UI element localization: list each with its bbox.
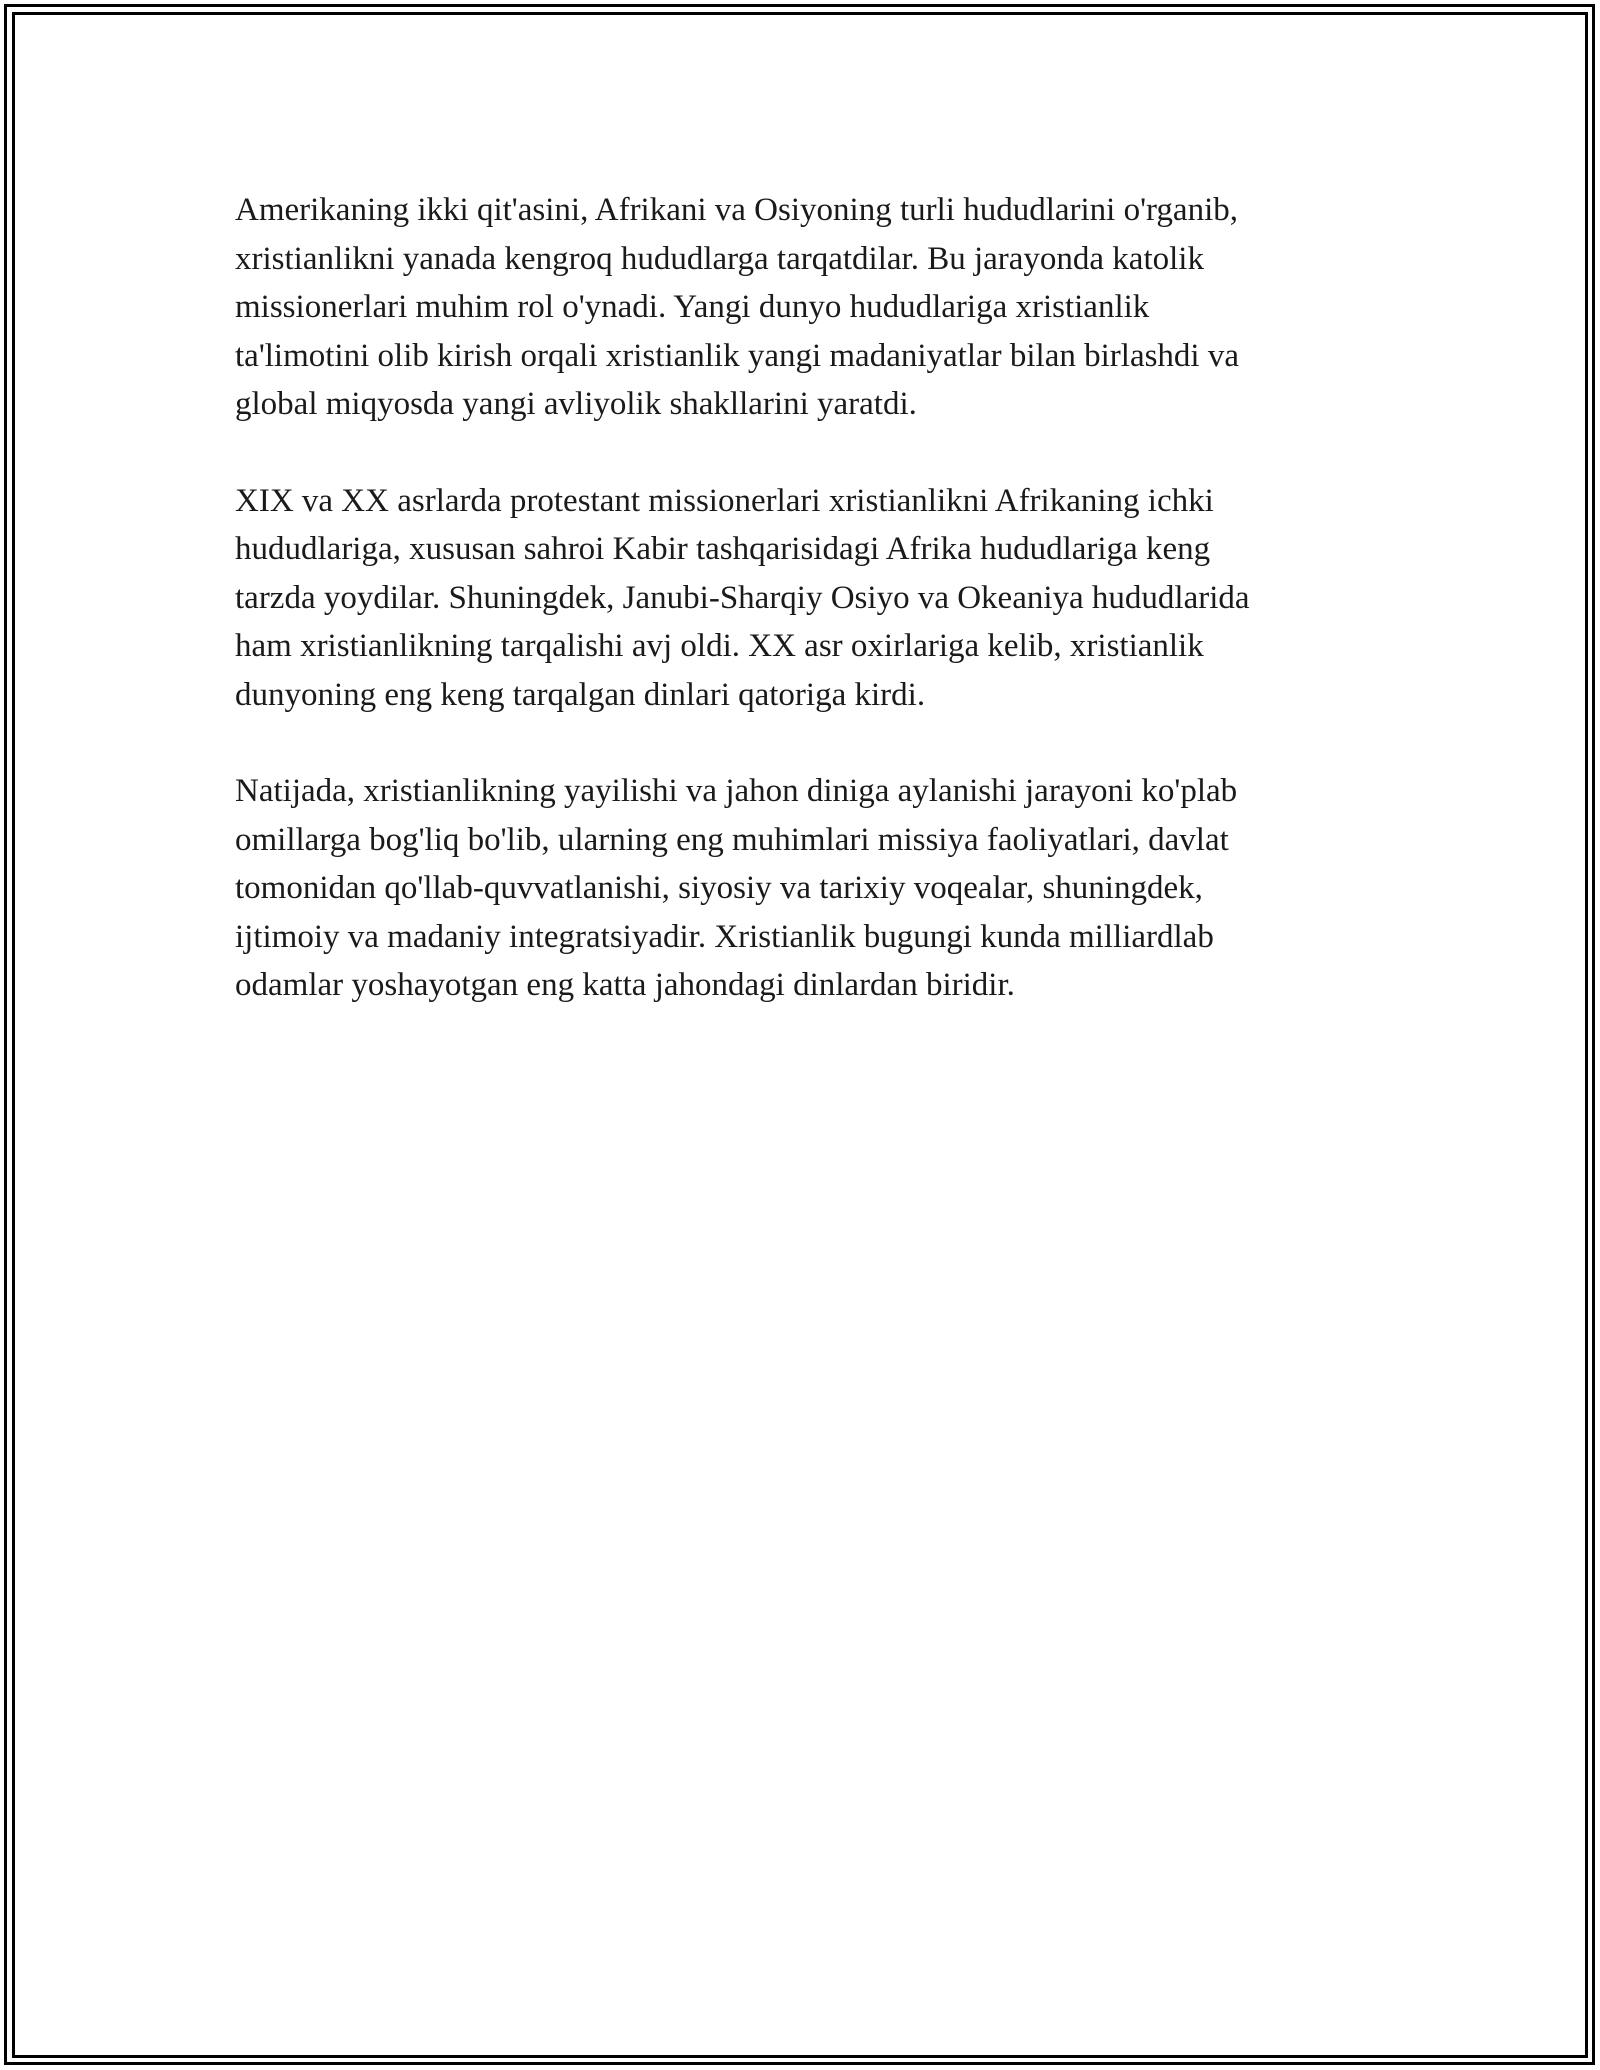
text-line: global miqyosda yangi avliyolik shakllarini yaratdi.: [235, 386, 917, 422]
text-line: Amerikaning ikki qit'asini, Afrikani va Osiyoning turli hududlarini o'rganib,: [235, 192, 1238, 228]
paragraph-1: [235, 186, 1380, 429]
text-line: ta'limotini olib kirish orqali xristianlik yangi madaniyatlar bilan birlashdi va: [235, 337, 1240, 374]
text-line: Natijada, xristianlikning yayilishi va jahon diniga aylanishi jarayoni ko'plab: [235, 773, 1238, 809]
text-line: hududlariga, xususan sahroi Kabir tashqarisidagi Afrika hududlariga keng: [235, 531, 1211, 567]
text-line: ijtimoiy va madaniy integratsiyadir. Xristianlik bugungi kunda milliardlab: [235, 918, 1214, 955]
text-line: xristianlikni yanada kengroq hududlarga tarqatdilar. Bu jarayonda katolik: [235, 240, 1204, 277]
text-line: odamlar yoshayotgan eng katta jahondagi dinlardan biridir.: [235, 967, 1015, 1003]
paragraph-2: [235, 477, 1380, 720]
text-line: tomonidan qo'llab-quvvatlanishi, siyosiy va tarixiy voqealar, shuningdek,: [235, 870, 1203, 906]
text-line: omillarga bog'liq bo'lib, ularning eng muhimlari missiya faoliyatlari, davlat: [235, 821, 1229, 858]
text-line: dunyoning eng keng tarqalgan dinlari qatoriga kirdi.: [235, 676, 926, 713]
text-line: missionerlari muhim rol o'ynadi. Yangi dunyo hududlariga xristianlik: [235, 289, 1150, 325]
text-line: ham xristianlikning tarqalishi avj oldi. XX asr oxirlariga kelib, xristianlik: [235, 628, 1204, 664]
text-line: tarzda yoydilar. Shuningdek, Janubi-Sharqiy Osiyo va Okeaniya hududlarida: [235, 579, 1250, 616]
paragraph-3: [235, 767, 1380, 1010]
document-body: [235, 186, 1380, 1058]
text-line: XIX va XX asrlarda protestant missionerlari xristianlikni Afrikaning ichki: [235, 482, 1214, 519]
